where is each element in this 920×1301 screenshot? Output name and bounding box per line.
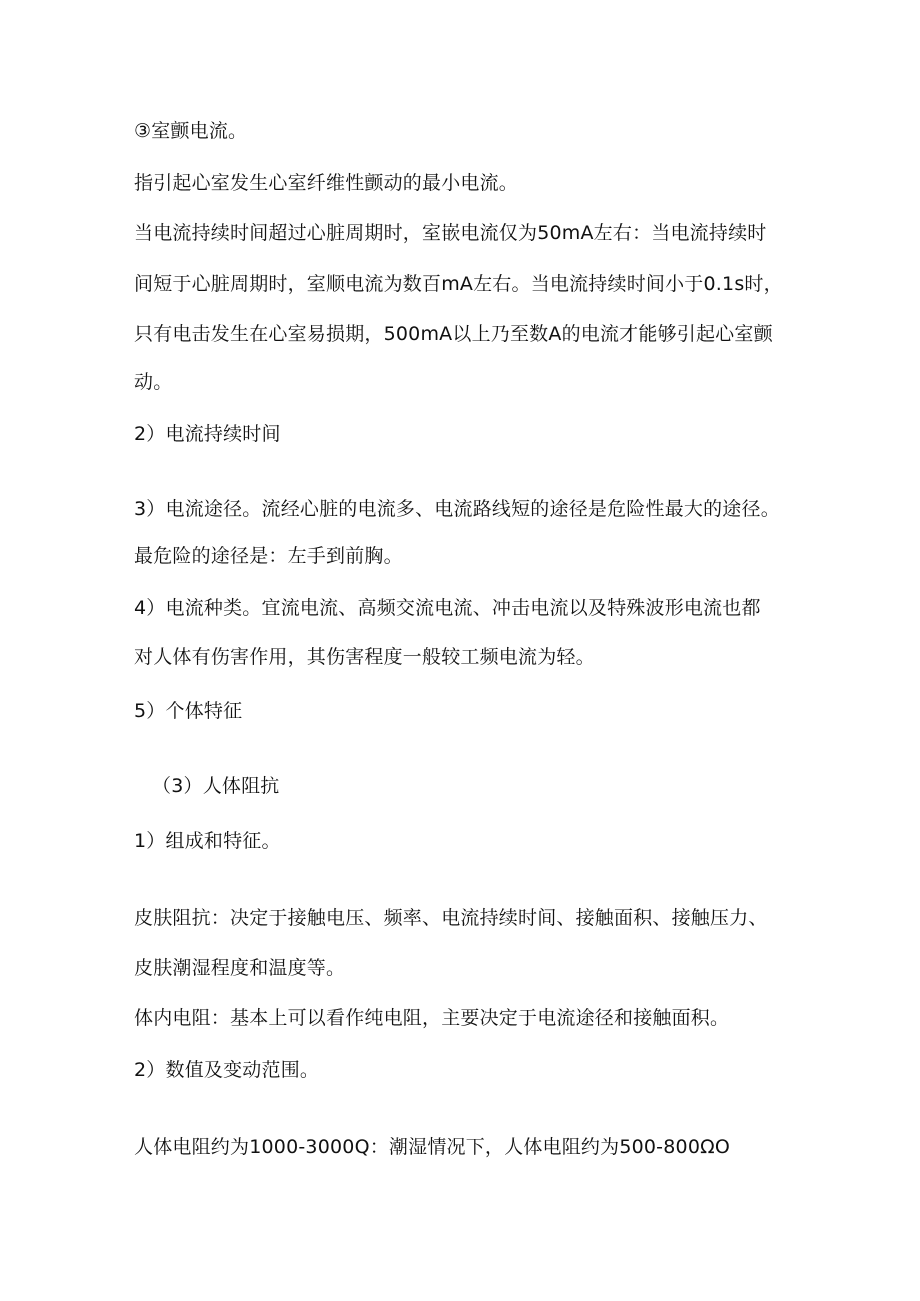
paragraph-line: 皮肤阻抗：决定于接触电压、频率、电流持续时间、接触面积、接触压力、 [134,907,768,929]
section-heading: 2）电流持续时间 [134,423,281,445]
paragraph-line: 最危险的途径是：左手到前胸。 [134,545,403,567]
paragraph-line: 3）电流途径。流经心脏的电流多、电流路线短的途径是危险性最大的途径。 [134,498,780,520]
section-heading: 1）组成和特征。 [134,830,281,852]
paragraph-line: 只有电击发生在心室易损期，500mA以上乃至数A的电流才能够引起心室颤 [134,323,773,345]
paragraph-line: ③室颤电流。 [134,120,248,142]
paragraph-line: 皮肤潮湿程度和温度等。 [134,957,346,979]
paragraph-line: 动。 [134,371,173,393]
paragraph-line: 体内电阻：基本上可以看作纯电阻，主要决定于电流途径和接触面积。 [134,1007,730,1029]
paragraph-line: 4）电流种类。宜流电流、高频交流电流、冲击电流以及特殊波形电流也都 [134,597,761,619]
section-heading: 5）个体特征 [134,700,243,722]
paragraph-line: 当电流持续时间超过心脏周期时，室嵌电流仅为50mA左右：当电流持续时 [134,222,767,244]
section-heading: （3）人体阻抗 [152,775,280,797]
paragraph-line: 间短于心脏周期时，室顺电流为数百mA左右。当电流持续时间小于0.1s时， [134,273,783,295]
paragraph-line: 指引起心室发生心室纤维性颤动的最小电流。 [134,172,519,194]
paragraph-line: 人体电阻约为1000-3000Q：潮湿情况下，人体电阻约为500-800ΩO [134,1136,730,1158]
paragraph-line: 对人体有伤害作用，其伤害程度一般较工频电流为轻。 [134,646,595,668]
section-heading: 2）数值及变动范围。 [134,1059,320,1081]
